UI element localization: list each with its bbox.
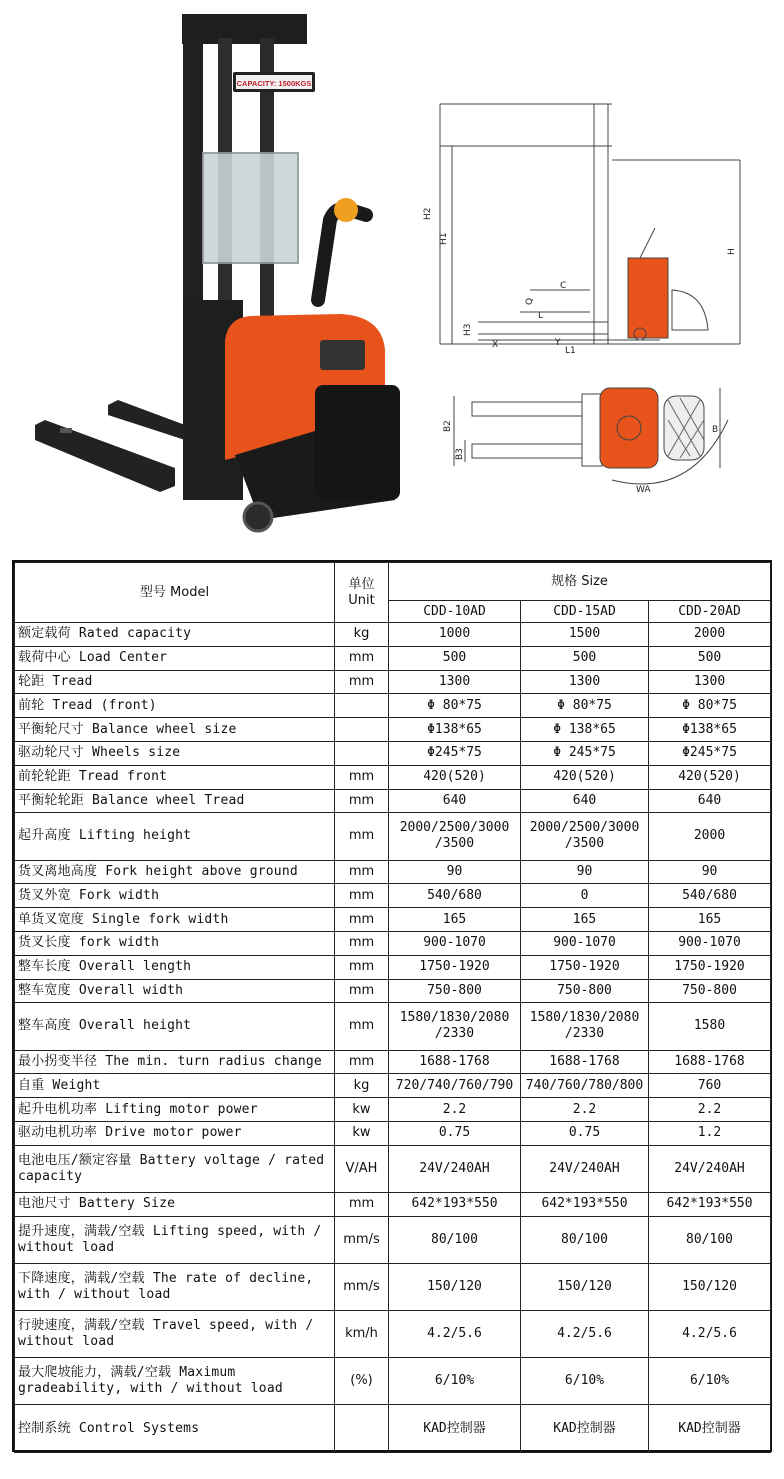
spec-row-unit: mm: [335, 646, 389, 670]
spec-row-name: 行驶速度，满载/空载 Travel speed, with / without load: [15, 1311, 335, 1358]
spec-row: [15, 884, 771, 908]
spec-row-value: KAD控制器: [389, 1405, 521, 1452]
spec-row-name: 前轮轮距 Tread front: [15, 765, 335, 789]
spec-row: [15, 1121, 771, 1145]
spec-row: [15, 670, 771, 694]
spec-row-value: 165: [649, 908, 771, 932]
spec-row-value: 540/680: [389, 884, 521, 908]
spec-row-value: 24V/240AH: [521, 1145, 649, 1192]
spec-row-value: 150/120: [521, 1263, 649, 1310]
spec-row-value: 420(520): [389, 765, 521, 789]
spec-row-value: Φ138*65: [649, 718, 771, 742]
spec-row-name: 自重 Weight: [15, 1074, 335, 1098]
spec-row: [15, 1145, 771, 1192]
spec-row-value: 4.2/5.6: [649, 1311, 771, 1358]
spec-row: [15, 1263, 771, 1310]
spec-row-value: 2.2: [649, 1098, 771, 1122]
spec-row-value: 1688-1768: [649, 1050, 771, 1074]
spec-row-value: 4.2/5.6: [521, 1311, 649, 1358]
spec-row-unit: mm/s: [335, 1216, 389, 1263]
spec-row-value: 1750-1920: [649, 955, 771, 979]
spec-row-value: 150/120: [389, 1263, 521, 1310]
spec-row-unit: mm: [335, 1192, 389, 1216]
spec-row-value: 1500: [521, 623, 649, 647]
spec-row-value: 1300: [521, 670, 649, 694]
spec-row-name: 整车长度 Overall length: [15, 955, 335, 979]
spec-row-value: 1.2: [649, 1121, 771, 1145]
spec-row: [15, 1003, 771, 1050]
spec-row-value: 640: [521, 789, 649, 813]
spec-row-unit: kg: [335, 623, 389, 647]
spec-row: [15, 931, 771, 955]
spec-row-value: 150/120: [649, 1263, 771, 1310]
spec-row-name: 平衡轮尺寸 Balance wheel size: [15, 718, 335, 742]
spec-row-value: 24V/240AH: [389, 1145, 521, 1192]
spec-row-value: 1300: [389, 670, 521, 694]
spec-row-value: 0.75: [521, 1121, 649, 1145]
spec-row-unit: kg: [335, 1074, 389, 1098]
dim-label-l: L: [538, 311, 544, 321]
spec-row: [15, 1098, 771, 1122]
model-cdd-10ad: CDD-10AD: [389, 601, 521, 623]
spec-row-value: 420(520): [649, 765, 771, 789]
spec-row-unit: mm: [335, 1003, 389, 1050]
spec-row-name: 整车宽度 Overall width: [15, 979, 335, 1003]
spec-row: [15, 789, 771, 813]
spec-row-value: Φ245*75: [389, 741, 521, 765]
spec-row-name: 起升高度 Lifting height: [15, 813, 335, 860]
dim-label-b3: B3: [455, 448, 465, 460]
spec-row-value: 165: [389, 908, 521, 932]
dim-label-c: C: [560, 281, 567, 291]
spec-row-name: 平衡轮轮距 Balance wheel Tread: [15, 789, 335, 813]
spec-row: [15, 741, 771, 765]
spec-row-value: 750-800: [649, 979, 771, 1003]
spec-row: [15, 1311, 771, 1358]
spec-row: [15, 765, 771, 789]
size-header: 规格 Size: [389, 563, 771, 601]
spec-row-name: 电池尺寸 Battery Size: [15, 1192, 335, 1216]
spec-row-value: 750-800: [389, 979, 521, 1003]
spec-row-unit: [335, 718, 389, 742]
spec-row-unit: (%): [335, 1358, 389, 1405]
spec-row-value: 80/100: [389, 1216, 521, 1263]
spec-row: [15, 979, 771, 1003]
spec-row-value: Φ 138*65: [521, 718, 649, 742]
dim-label-q: Q: [525, 297, 535, 305]
spec-row-unit: mm: [335, 1050, 389, 1074]
spec-row-value: 640: [389, 789, 521, 813]
spec-row-value: 2000/2500/3000 /3500: [389, 813, 521, 860]
spec-row-value: KAD控制器: [521, 1405, 649, 1452]
spec-row: [15, 623, 771, 647]
spec-row-name: 轮距 Tread: [15, 670, 335, 694]
spec-row-name: 载荷中心 Load Center: [15, 646, 335, 670]
spec-row-value: 2.2: [521, 1098, 649, 1122]
spec-row-value: 420(520): [521, 765, 649, 789]
spec-row-name: 电池电压/额定容量 Battery voltage / rated capacity: [15, 1145, 335, 1192]
dim-label-h2: H2: [423, 207, 433, 220]
product-figure: [0, 0, 784, 550]
side-view-drawing: [440, 104, 740, 344]
spec-row-value: 540/680: [649, 884, 771, 908]
spec-row-value: 500: [389, 646, 521, 670]
spec-row-value: 90: [389, 860, 521, 884]
spec-row: [15, 718, 771, 742]
spec-row-value: 900-1070: [649, 931, 771, 955]
spec-row: [15, 1358, 771, 1405]
unit-header: [335, 563, 389, 623]
dim-label-x: X: [492, 340, 499, 350]
spec-row-value: 4.2/5.6: [389, 1311, 521, 1358]
unit-header-cn: 单位: [348, 576, 375, 592]
spec-row-unit: V/AH: [335, 1145, 389, 1192]
spec-row-unit: kw: [335, 1121, 389, 1145]
spec-row-name: 货叉长度 fork width: [15, 931, 335, 955]
spec-row-unit: kw: [335, 1098, 389, 1122]
spec-row-name: 驱动轮尺寸 Wheels size: [15, 741, 335, 765]
spec-row-unit: mm: [335, 670, 389, 694]
spec-row-value: 1300: [649, 670, 771, 694]
spec-row-value: 1580/1830/2080 /2330: [389, 1003, 521, 1050]
unit-header-en: Unit: [348, 592, 375, 608]
spec-row-name: 提升速度，满载/空载 Lifting speed, with / without load: [15, 1216, 335, 1263]
model-cdd-20ad: CDD-20AD: [649, 601, 771, 623]
dim-label-h: H: [727, 248, 737, 255]
spec-row-unit: mm: [335, 979, 389, 1003]
spec-row-value: 2.2: [389, 1098, 521, 1122]
capacity-plate: CAPACITY: 1500KGS: [236, 79, 312, 88]
dim-label-y: Y: [555, 338, 561, 348]
model-header: 型号 Model: [15, 563, 335, 623]
spec-row-name: 控制系统 Control Systems: [15, 1405, 335, 1452]
spec-row-value: 720/740/760/790: [389, 1074, 521, 1098]
top-view-drawing: [454, 388, 728, 484]
spec-row: [15, 1050, 771, 1074]
spec-row-value: 6/10%: [521, 1358, 649, 1405]
spec-row-unit: [335, 741, 389, 765]
spec-row-value: 1688-1768: [521, 1050, 649, 1074]
dim-label-b: B: [712, 425, 719, 435]
spec-row-value: Φ 245*75: [521, 741, 649, 765]
spec-row-value: 740/760/780/800: [521, 1074, 649, 1098]
spec-row: [15, 694, 771, 718]
spec-row-name: 前轮 Tread (front): [15, 694, 335, 718]
spec-row-name: 起升电机功率 Lifting motor power: [15, 1098, 335, 1122]
spec-row-value: 500: [521, 646, 649, 670]
spec-row: [15, 860, 771, 884]
spec-row-value: 0.75: [389, 1121, 521, 1145]
spec-row-unit: [335, 1405, 389, 1452]
spec-row-unit: mm: [335, 955, 389, 979]
dim-label-h3: H3: [463, 323, 473, 336]
spec-row-unit: km/h: [335, 1311, 389, 1358]
spec-row-name: 最大爬坡能力，满载/空载 Maximum gradeability, with / without load: [15, 1358, 335, 1405]
spec-row: [15, 955, 771, 979]
spec-row-value: Φ 80*75: [521, 694, 649, 718]
spec-row-value: 90: [649, 860, 771, 884]
spec-row: [15, 646, 771, 670]
spec-row-value: 2000: [649, 813, 771, 860]
spec-row-name: 最小拐变半径 The min. turn radius change: [15, 1050, 335, 1074]
spec-row-value: 900-1070: [389, 931, 521, 955]
spec-row-value: 0: [521, 884, 649, 908]
spec-row-value: 1580: [649, 1003, 771, 1050]
spec-row-value: 80/100: [649, 1216, 771, 1263]
spec-row-value: 2000/2500/3000 /3500: [521, 813, 649, 860]
spec-row-value: Φ 80*75: [649, 694, 771, 718]
spec-row-value: Φ 80*75: [389, 694, 521, 718]
spec-row-value: Φ245*75: [649, 741, 771, 765]
spec-row-value: 2000: [649, 623, 771, 647]
spec-row-name: 货叉离地高度 Fork height above ground: [15, 860, 335, 884]
stacker-photo: [35, 14, 400, 531]
spec-row-unit: [335, 694, 389, 718]
spec-row-value: 1580/1830/2080 /2330: [521, 1003, 649, 1050]
spec-row: [15, 1074, 771, 1098]
spec-row-value: 6/10%: [389, 1358, 521, 1405]
spec-row: [15, 813, 771, 860]
spec-row-value: 6/10%: [649, 1358, 771, 1405]
spec-row-value: 760: [649, 1074, 771, 1098]
spec-row-unit: mm: [335, 884, 389, 908]
dim-label-h1: H1: [439, 232, 449, 245]
spec-row-name: 下降速度，满载/空载 The rate of decline, with / without load: [15, 1263, 335, 1310]
spec-row-unit: mm: [335, 860, 389, 884]
spec-row-unit: mm: [335, 908, 389, 932]
spec-row-value: 642*193*550: [649, 1192, 771, 1216]
spec-row-name: 驱动电机功率 Drive motor power: [15, 1121, 335, 1145]
spec-row: [15, 1405, 771, 1452]
spec-row-value: 1750-1920: [389, 955, 521, 979]
spec-row-value: Φ138*65: [389, 718, 521, 742]
spec-row-value: 642*193*550: [521, 1192, 649, 1216]
spec-table-frame: [12, 560, 772, 1452]
spec-row-value: 1750-1920: [521, 955, 649, 979]
spec-row-value: 640: [649, 789, 771, 813]
spec-row-value: KAD控制器: [649, 1405, 771, 1452]
spec-row-name: 货叉外宽 Fork width: [15, 884, 335, 908]
spec-row-unit: mm: [335, 789, 389, 813]
spec-row-value: 642*193*550: [389, 1192, 521, 1216]
spec-row-name: 额定载荷 Rated capacity: [15, 623, 335, 647]
spec-row-unit: mm: [335, 931, 389, 955]
spec-row: [15, 1192, 771, 1216]
spec-row: [15, 908, 771, 932]
spec-row-value: 90: [521, 860, 649, 884]
spec-row-value: 80/100: [521, 1216, 649, 1263]
spec-table: [14, 562, 771, 1453]
spec-row-value: 1688-1768: [389, 1050, 521, 1074]
spec-row-value: 1000: [389, 623, 521, 647]
spec-row-name: 单货叉宽度 Single fork width: [15, 908, 335, 932]
spec-row-value: 750-800: [521, 979, 649, 1003]
spec-row: [15, 1216, 771, 1263]
dim-label-wa: WA: [636, 485, 651, 495]
spec-row-unit: mm: [335, 765, 389, 789]
spec-row-value: 900-1070: [521, 931, 649, 955]
spec-row-unit: mm: [335, 813, 389, 860]
dim-label-l1: L1: [565, 346, 576, 356]
spec-row-unit: mm/s: [335, 1263, 389, 1310]
dim-label-b2: B2: [443, 420, 453, 432]
spec-row-value: 24V/240AH: [649, 1145, 771, 1192]
spec-row-value: 165: [521, 908, 649, 932]
spec-row-name: 整车高度 Overall height: [15, 1003, 335, 1050]
spec-row-value: 500: [649, 646, 771, 670]
model-cdd-15ad: CDD-15AD: [521, 601, 649, 623]
stacker-illustration: [0, 0, 784, 550]
